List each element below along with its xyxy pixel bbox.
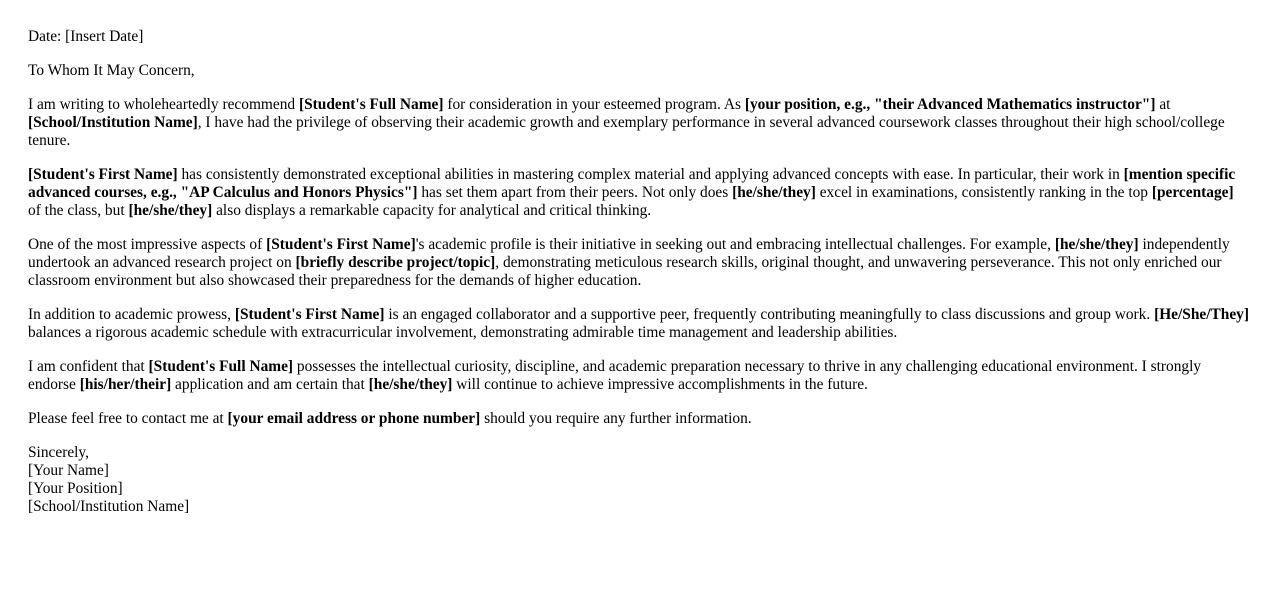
body-paragraph — [28, 358, 1250, 394]
paragraph-text: has set them apart from their peers. Not only does — [417, 184, 733, 201]
letter-closing: Sincerely, — [28, 444, 89, 461]
body-paragraph — [28, 410, 1250, 428]
placeholder-field: [Student's First Name] — [266, 236, 416, 253]
placeholder-field: [your position, e.g., "their Advanced Mathematics instructor"] — [744, 96, 1156, 113]
paragraph-text: , demonstrating meticulous research skills, original thought, and unwavering perseverance. This not only enriched our classroom environment but also showcased their preparedness for the demands of higher education. — [28, 254, 1222, 289]
paragraph-text: is an engaged collaborator and a supportive peer, frequently contributing meaningfully to class discussions and group work. — [384, 306, 1155, 323]
letter-body — [28, 96, 1250, 428]
placeholder-field: [School/Institution Name] — [28, 114, 198, 131]
placeholder-field: [Student's Full Name] — [148, 358, 294, 375]
paragraph-text: application and am certain that — [171, 376, 369, 393]
placeholder-field: [he/she/they] — [128, 202, 213, 219]
paragraph-text: I am writing to wholeheartedly recommend — [28, 96, 299, 113]
paragraph-text: independently undertook an advanced research project on — [28, 236, 1230, 271]
paragraph-text: also displays a remarkable capacity for analytical and critical thinking. — [212, 202, 652, 219]
placeholder-field: [he/she/they] — [732, 184, 816, 201]
signature-position: [Your Position] — [28, 480, 123, 497]
placeholder-field: [Student's Full Name] — [298, 96, 444, 113]
placeholder-field: [he/she/they] — [368, 376, 453, 393]
paragraph-text: In addition to academic prowess, — [28, 306, 235, 323]
letter-date: Date: [Insert Date] — [28, 28, 144, 45]
placeholder-field: [Student's First Name] — [234, 306, 385, 323]
paragraph-text: should you require any further information. — [480, 410, 752, 427]
paragraph-text: balances a rigorous academic schedule with extracurricular involvement, demonstrating admirable time management and leadership abilities. — [28, 324, 898, 341]
signature-institution: [School/Institution Name] — [28, 498, 190, 515]
letter-document — [28, 28, 1250, 532]
placeholder-field: [He/She/They] — [1154, 306, 1249, 323]
placeholder-field: [percentage] — [1151, 184, 1234, 201]
placeholder-field: [your email address or phone number] — [227, 410, 481, 427]
paragraph-text: for consideration in your esteemed program. As — [443, 96, 745, 113]
paragraph-text: , I have had the privilege of observing their academic growth and exemplary performance in several advanced coursework classes throughout their high school/college tenure. — [28, 114, 1225, 149]
paragraph-text: excel in examinations, consistently ranking in the top — [815, 184, 1152, 201]
body-paragraph — [28, 166, 1250, 220]
paragraph-text: will continue to achieve impressive accomplishments in the future. — [452, 376, 868, 393]
paragraph-text: has consistently demonstrated exceptional abilities in mastering complex material and applying advanced concepts with ease. In particular, their work in — [177, 166, 1124, 183]
body-paragraph — [28, 306, 1250, 342]
paragraph-text: at — [1155, 96, 1171, 113]
signature-name: [Your Name] — [28, 462, 109, 479]
placeholder-field: [he/she/they] — [1054, 236, 1139, 253]
placeholder-field: [his/her/their] — [79, 376, 172, 393]
placeholder-field: [briefly describe project/topic] — [295, 254, 496, 271]
paragraph-text: 's academic profile is their initiative in seeking out and embracing intellectual challenges. For example, — [415, 236, 1055, 253]
paragraph-text: of the class, but — [28, 202, 129, 219]
signature-block — [28, 444, 1250, 516]
letter-salutation: To Whom It May Concern, — [28, 62, 195, 79]
body-paragraph — [28, 236, 1250, 290]
placeholder-field: [mention specific advanced courses, e.g., "AP Calculus and Honors Physics"] — [28, 166, 1236, 201]
paragraph-text: One of the most impressive aspects of — [28, 236, 267, 253]
placeholder-field: [Student's First Name] — [28, 166, 178, 183]
paragraph-text: possesses the intellectual curiosity, discipline, and academic preparation necessary to thrive in any challenging educational environment. I strongly endorse — [28, 358, 1202, 393]
body-paragraph — [28, 96, 1250, 150]
paragraph-text: I am confident that — [28, 358, 149, 375]
paragraph-text: Please feel free to contact me at — [28, 410, 228, 427]
